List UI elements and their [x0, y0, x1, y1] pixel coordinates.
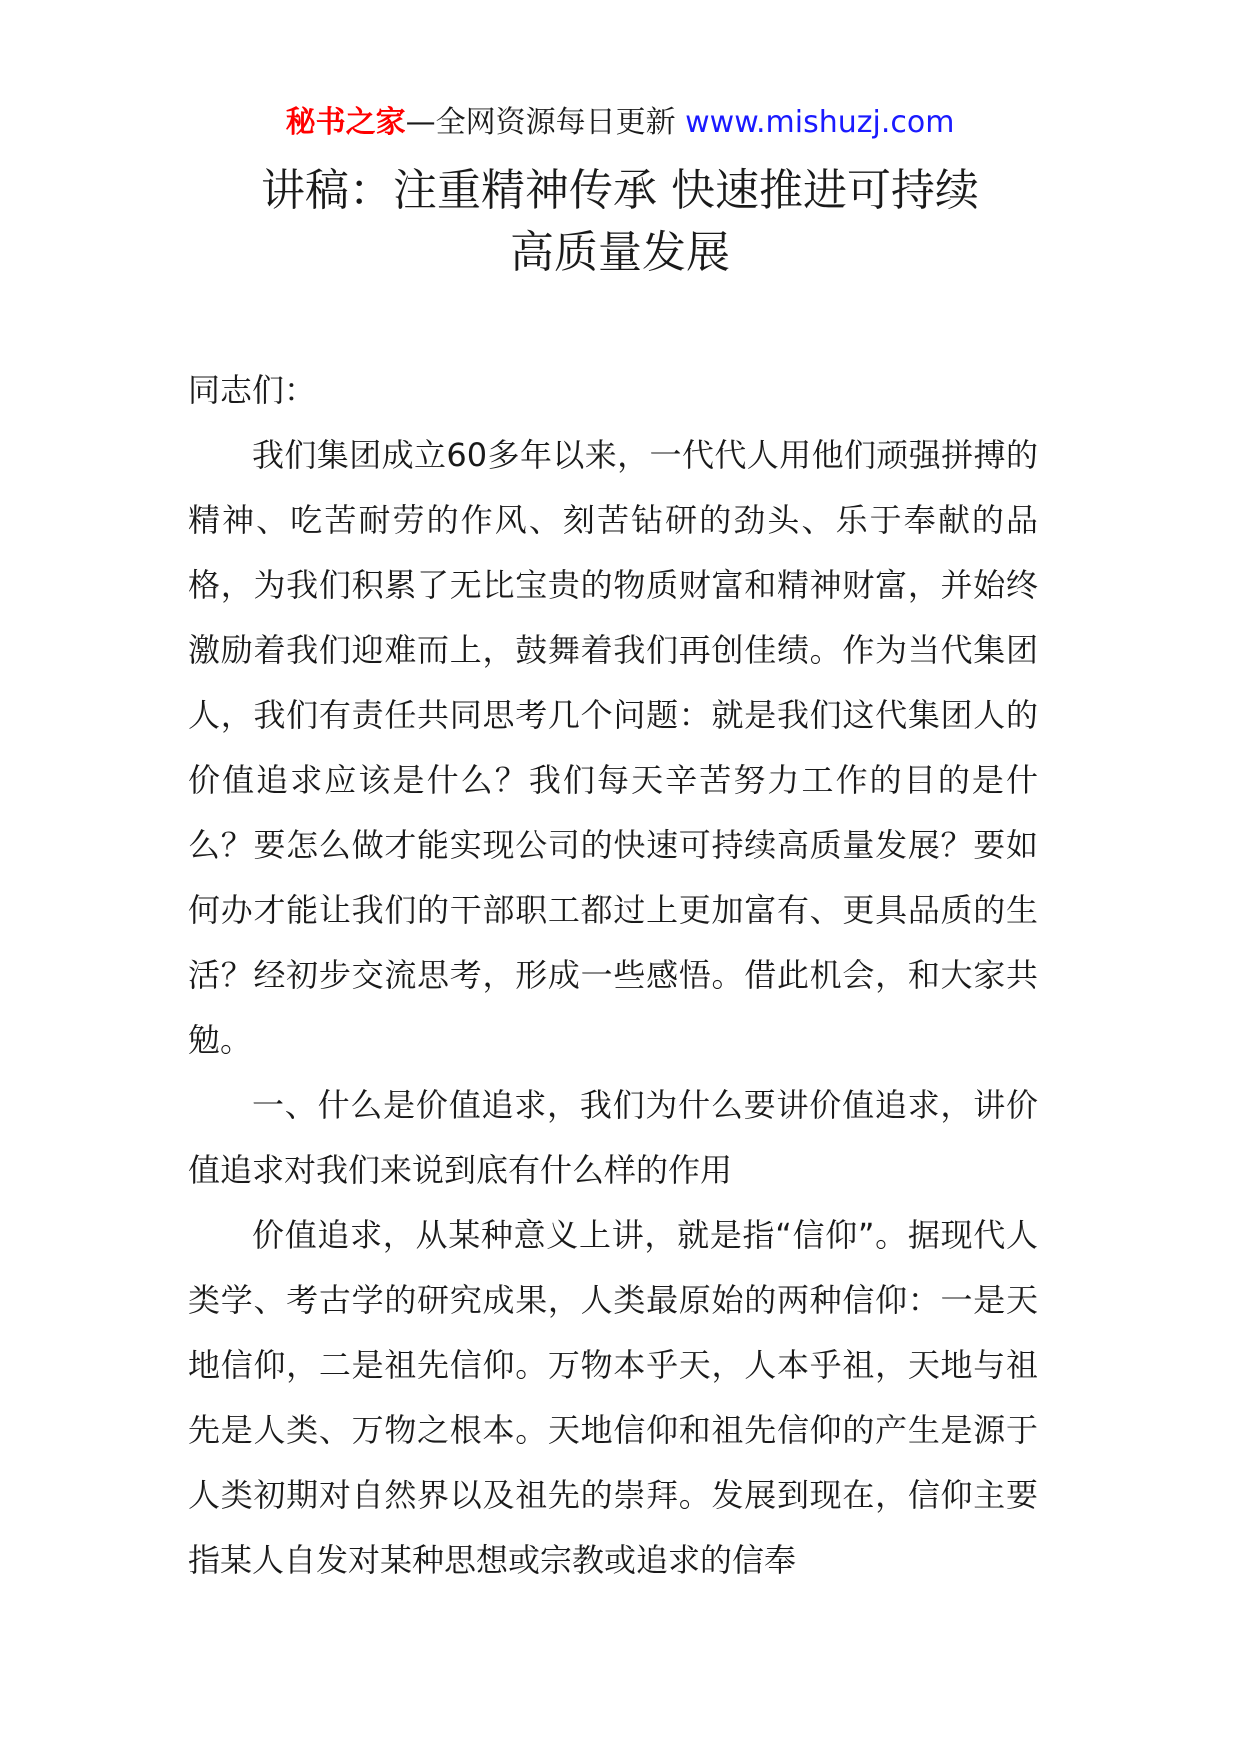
salutation: 同志们： [188, 371, 317, 409]
title-line-1: 讲稿：注重精神传承 快速推进可持续 [261, 165, 979, 216]
section-heading-1: 一、什么是价值追求，我们为什么要讲价值追求，讲价值追求对我们来说到底有什么样的作用 [188, 1086, 1038, 1189]
site-url[interactable]: www.mishuzj.com [685, 105, 955, 140]
site-header [0, 100, 1240, 146]
brand-name: 秘书之家 [285, 105, 406, 140]
document-title [0, 160, 1240, 284]
document-body [188, 358, 1038, 1593]
paragraph-value-pursuit: 价值追求，从某种意义上讲，就是指“信仰”。据现代人类学、考古学的研究成果，人类最原始的两种信仰：一是天地信仰，二是祖先信仰。万物本乎天，人本乎祖，天地与祖先是人类、万物之根本。天地信仰和祖先信仰的产生是源于人类初期对自然界以及祖先的崇拜。发展到现在，信仰主要指某人自发对某种思想或宗教或追求的信奉 [188, 1216, 1038, 1579]
site-tagline: —全网资源每日更新 [405, 105, 686, 140]
paragraph-intro: 我们集团成立60多年以来，一代代人用他们顽强拼搏的精神、吃苦耐劳的作风、刻苦钻研的劲头、乐于奉献的品格，为我们积累了无比宝贵的物质财富和精神财富，并始终激励着我们迎难而上，鼓舞着我们再创佳绩。作为当代集团人，我们有责任共同思考几个问题：就是我们这代集团人的价值追求应该是什么？我们每天辛苦努力工作的目的是什么？要怎么做才能实现公司的快速可持续高质量发展？要如何办才能让我们的干部职工都过上更加富有、更具品质的生活？经初步交流思考，形成一些感悟。借此机会，和大家共勉。 [188, 436, 1038, 1059]
title-line-2: 高质量发展 [510, 227, 730, 278]
